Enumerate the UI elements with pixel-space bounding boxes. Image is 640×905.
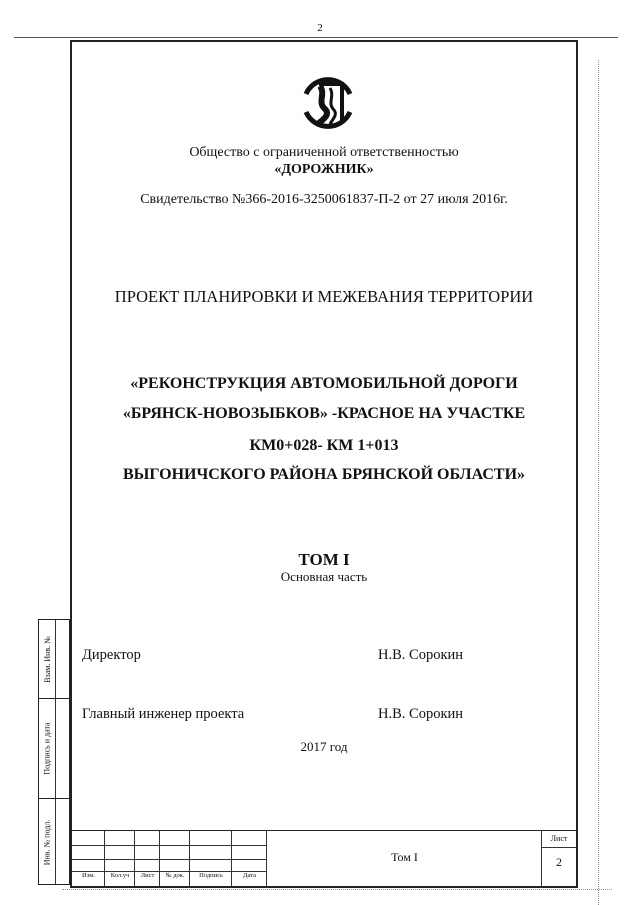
stamp-sheet-label: Лист: [550, 834, 568, 843]
binding-sidebar: [38, 619, 70, 885]
sidebar-label-original-inv: Инв. № подл.: [42, 819, 52, 865]
bottom-edge-rule: [62, 889, 612, 890]
volume-subtitle: Основная часть: [280, 569, 368, 584]
stamp-document-name: Том I: [391, 850, 418, 864]
sidebar-value-column: [55, 620, 71, 884]
title-line: «РЕКОНСТРУКЦИЯ АВТОМОБИЛЬНОЙ ДОРОГИ: [130, 375, 518, 392]
project-type: ПРОЕКТ ПЛАНИРОВКИ И МЕЖЕВАНИЯ ТЕРРИТОРИИ: [114, 287, 534, 306]
sidebar-divider: [39, 798, 69, 799]
title-line: КМ0+028- КМ 1+013: [249, 437, 399, 454]
stamp-col-revision: Изм.: [82, 872, 95, 879]
stamp-col-signature: Подпись: [199, 872, 223, 879]
sidebar-divider: [39, 698, 69, 699]
signature-name-director: Н.В. Сорокин: [378, 647, 464, 663]
company-logo-icon: [297, 72, 359, 134]
certificate: Свидетельство №366-2016-3250061837-П-2 от 27 июля 2016г.: [140, 192, 508, 207]
top-rule: [14, 37, 618, 38]
sidebar-label-signature-date: Подпись и дата: [42, 721, 52, 775]
organization-name: «ДОРОЖНИК»: [274, 162, 374, 177]
stamp-col-quantity: Кол.уч: [110, 872, 130, 879]
stamp-sheet-number: 2: [556, 855, 562, 869]
title-line: ВЫГОНИЧСКОГО РАЙОНА БРЯНСКОЙ ОБЛАСТИ»: [122, 466, 526, 483]
signature-name-chief-engineer: Н.В. Сорокин: [378, 706, 464, 722]
volume-title: ТОМ I: [298, 550, 350, 569]
signature-role-chief-engineer: Главный инженер проекта: [82, 706, 245, 722]
page-number: 2: [317, 22, 323, 34]
right-edge-rule: [598, 60, 599, 905]
year: 2017 год: [300, 739, 348, 754]
title-block-stamp: [72, 830, 576, 886]
sidebar-label-replacement-inv: Взам. Инв. №: [42, 635, 52, 683]
title-line: «БРЯНСК-НОВОЗЫБКОВ» -КРАСНОЕ НА УЧАСТКЕ: [122, 405, 526, 422]
sidebar-label-column: [39, 620, 55, 884]
signature-role-director: Директор: [82, 647, 141, 663]
stamp-col-doc-number: № док.: [165, 872, 185, 879]
organization-form: Общество с ограниченной ответственностью: [189, 145, 459, 160]
stamp-col-date: Дата: [243, 872, 256, 879]
stamp-col-sheet: Лист: [140, 872, 155, 879]
